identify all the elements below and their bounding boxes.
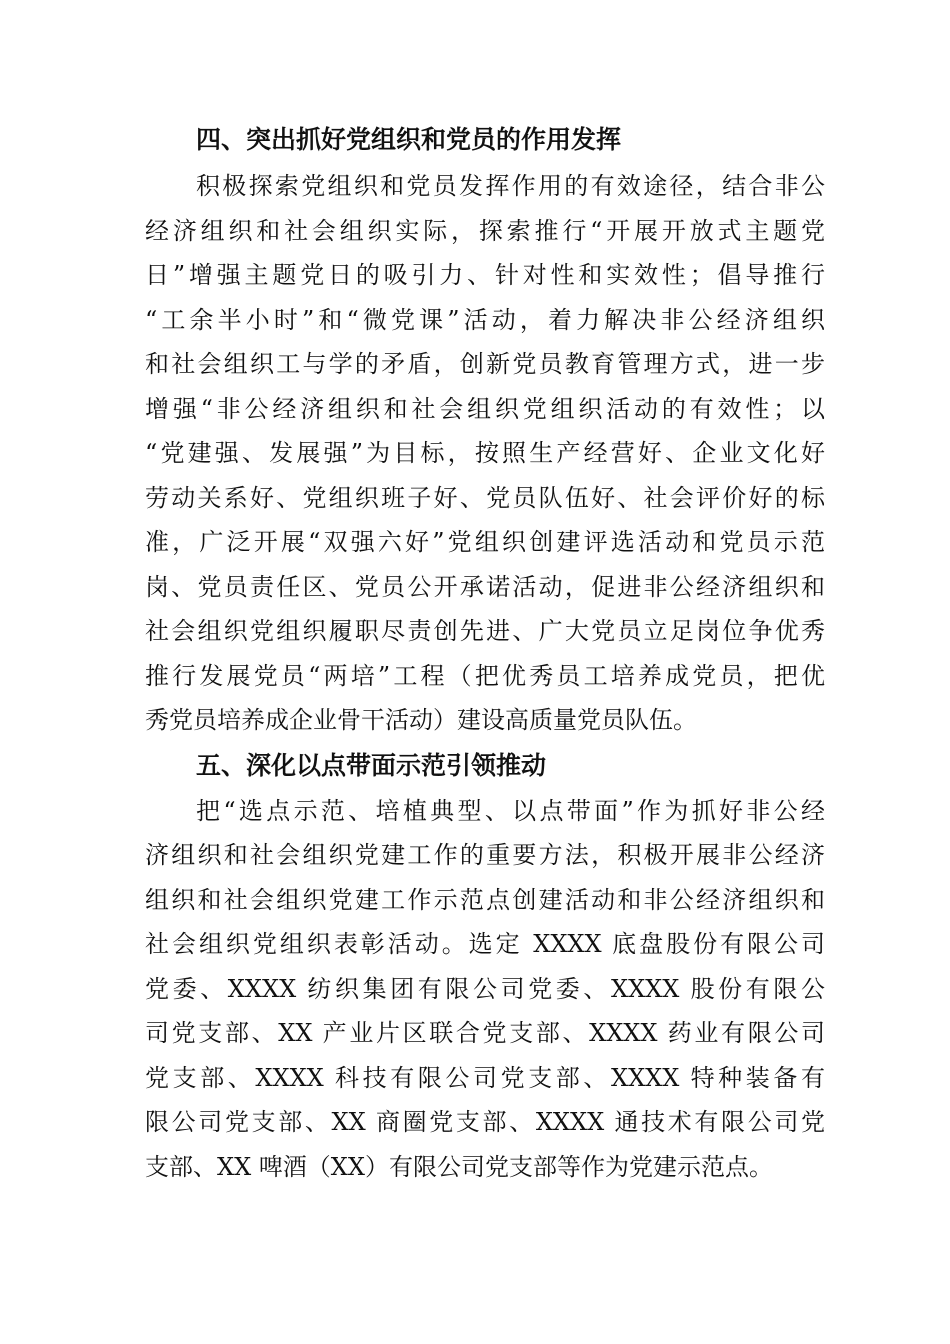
section-5-paragraph-line: 司党支部、XX 产业片区联合党支部、XXXX 药业有限公司 [145, 1019, 825, 1047]
section-5-paragraph-line: 限公司党支部、XX 商圈党支部、XXXX 通技术有限公司党 [145, 1108, 825, 1136]
section-5-paragraph-line: 把“选点示范、培植典型、以点带面”作为抓好非公经 [196, 797, 825, 825]
section-4-paragraph-line: “工余半小时”和“微党课”活动，着力解决非公经济组织 [145, 306, 825, 334]
section-4-paragraph-line: 准，广泛开展“双强六好”党组织创建评选活动和党员示范 [145, 528, 825, 556]
section-4-paragraph-line: 积极探索党组织和党员发挥作用的有效途径，结合非公 [196, 172, 825, 200]
section-4-paragraph-line: 推行发展党员“两培”工程（把优秀员工培养成党员，把优 [145, 662, 825, 690]
section-5-paragraph-line: 济组织和社会组织党建工作的重要方法，积极开展非公经济 [145, 841, 825, 869]
section-5-paragraph-line: 党委、XXXX 纺织集团有限公司党委、XXXX 股份有限公 [145, 975, 825, 1003]
section-4-paragraph-line: 岗、党员责任区、党员公开承诺活动，促进非公经济组织和 [145, 573, 825, 601]
section-4-paragraph-line: 和社会组织工与学的矛盾，创新党员教育管理方式，进一步 [145, 350, 825, 378]
section-5-paragraph-line: 支部、XX 啤酒（XX）有限公司党支部等作为党建示范点。 [145, 1153, 773, 1181]
section-5-heading: 五、深化以点带面示范引领推动 [196, 751, 547, 780]
section-4-heading: 四、突出抓好党组织和党员的作用发挥 [196, 125, 622, 154]
section-5-paragraph-line: 社会组织党组织表彰活动。选定 XXXX 底盘股份有限公司 [145, 930, 825, 958]
section-4-paragraph-line: 日”增强主题党日的吸引力、针对性和实效性；倡导推行 [145, 261, 825, 289]
section-4-paragraph-line: “党建强、发展强”为目标，按照生产经营好、企业文化好 [145, 439, 825, 467]
section-4-paragraph-line: 经济组织和社会组织实际，探索推行“开展开放式主题党 [145, 217, 825, 245]
section-4-paragraph-line: 劳动关系好、党组织班子好、党员队伍好、社会评价好的标 [145, 484, 825, 512]
section-4-paragraph-line: 秀党员培养成企业骨干活动）建设高质量党员队伍。 [145, 706, 697, 734]
section-5-paragraph-line: 组织和社会组织党建工作示范点创建活动和非公经济组织和 [145, 886, 825, 914]
section-5-paragraph-line: 党支部、XXXX 科技有限公司党支部、XXXX 特种装备有 [145, 1064, 825, 1092]
section-4-paragraph-line: 社会组织党组织履职尽责创先进、广大党员立足岗位争优秀 [145, 617, 825, 645]
section-4-paragraph-line: 增强“非公经济组织和社会组织党组织活动的有效性；以 [145, 395, 825, 423]
